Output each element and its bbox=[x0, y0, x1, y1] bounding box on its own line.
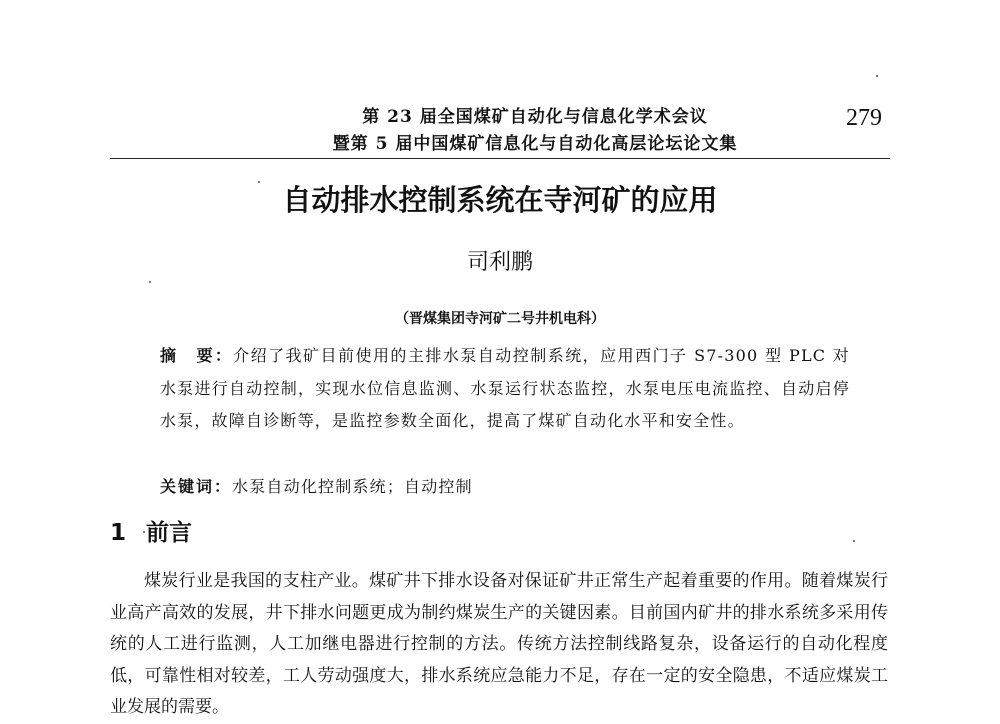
scan-speck bbox=[143, 531, 145, 533]
section-heading bbox=[110, 517, 192, 549]
keywords-label: 关键词： bbox=[160, 477, 233, 496]
article-title: 自动排水控制系统在寺河矿的应用 bbox=[282, 183, 718, 217]
author-name: 司利鹏 bbox=[466, 250, 533, 275]
page-number: 279 bbox=[846, 105, 882, 131]
scan-speck bbox=[876, 75, 878, 77]
conference-title-line-2: 暨第 5 届中国煤矿信息化与自动化高层论坛论文集 bbox=[332, 134, 738, 154]
section-title: 前言 bbox=[146, 520, 192, 546]
keywords-text: 水泵自动化控制系统；自动控制 bbox=[232, 477, 473, 496]
body-paragraph: 煤炭行业是我国的支柱产业。煤矿井下排水设备对保证矿井正常生产起着重要的作用。随着煤炭行业高产高效的发展，井下排水问题更成为制约煤炭生产的关键因素。目前国内矿井的排水系统多采用传统的人工进行监测，人工加继电器进行控制的方法。传统方法控制线路复杂，设备运行的自动化程度低，可靠性相对较差，工人劳动强度大，排水系统应急能力不足，存在一定的安全隐患，不适应煤炭工业发展的需要。 bbox=[110, 571, 888, 717]
abstract bbox=[160, 340, 850, 438]
scan-speck bbox=[149, 281, 151, 283]
header-divider bbox=[110, 158, 890, 159]
running-header bbox=[300, 104, 770, 158]
keywords bbox=[160, 472, 850, 502]
abstract-label: 摘 要： bbox=[160, 346, 234, 365]
section-number: 1 bbox=[110, 520, 127, 546]
conference-title-line-1: 第 23 届全国煤矿自动化与信息化学术会议 bbox=[362, 107, 708, 127]
scan-speck bbox=[853, 540, 855, 542]
author-affiliation: （晋煤集团寺河矿二号井机电科） bbox=[395, 311, 605, 327]
scan-speck bbox=[258, 181, 260, 183]
abstract-text: 介绍了我矿目前使用的主排水泵自动控制系统，应用西门子 S7-300 型 PLC 对水泵进行自动控制，实现水位信息监测、水泵运行状态监控，水泵电压电流监控、自动启停水泵，故障自诊断等，是监控参数全面化，提高了煤矿自动化水平和安全性。 bbox=[160, 346, 850, 430]
